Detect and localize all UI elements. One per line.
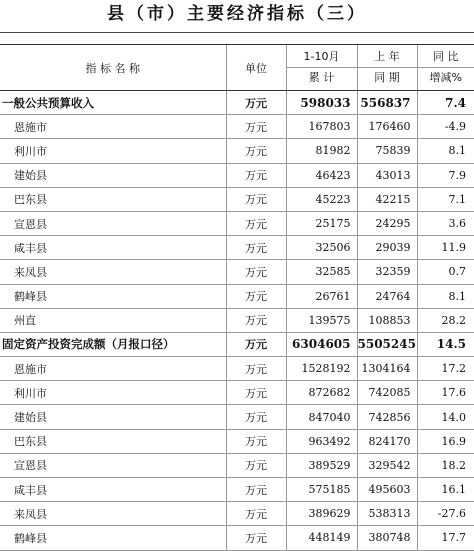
table-total-row — [0, 332, 474, 356]
row-unit-cell: 万元 — [226, 526, 286, 550]
page-title: 县（市）主要经济指标（三） — [0, 2, 474, 28]
row-previous-value: 380748 — [357, 526, 417, 550]
row-name-cell: 恩施市 — [0, 115, 226, 139]
row-yoy-percent: 17.6 — [417, 381, 474, 405]
table-row — [0, 381, 474, 405]
indicator-table — [0, 44, 474, 551]
row-previous-value: 556837 — [357, 91, 417, 115]
row-unit-cell: 万元 — [226, 139, 286, 163]
row-current-value: 1528192 — [286, 357, 357, 381]
row-previous-value: 75839 — [357, 139, 417, 163]
row-unit-cell: 万元 — [226, 284, 286, 308]
row-unit-cell: 万元 — [226, 236, 286, 260]
row-unit-cell: 万元 — [226, 502, 286, 526]
header-prev-top: 上 年 — [358, 47, 417, 68]
row-previous-value: 24295 — [357, 211, 417, 235]
row-previous-value: 29039 — [357, 236, 417, 260]
row-unit-cell: 万元 — [226, 187, 286, 211]
row-yoy-percent: -27.6 — [417, 502, 474, 526]
row-previous-value: 32359 — [357, 260, 417, 284]
row-yoy-percent: 16.1 — [417, 478, 474, 502]
header-previous-year — [357, 45, 417, 91]
row-previous-value: 43013 — [357, 163, 417, 187]
header-unit: 单位 — [226, 45, 286, 91]
row-yoy-percent: 3.6 — [417, 211, 474, 235]
row-name-cell: 州直 — [0, 308, 226, 332]
row-yoy-percent: 8.1 — [417, 139, 474, 163]
row-current-value: 448149 — [286, 526, 357, 550]
row-previous-value: 42215 — [357, 187, 417, 211]
row-previous-value: 1304164 — [357, 357, 417, 381]
table-row — [0, 502, 474, 526]
table-row — [0, 478, 474, 502]
row-yoy-percent: 11.9 — [417, 236, 474, 260]
row-current-value: 32585 — [286, 260, 357, 284]
table-row — [0, 284, 474, 308]
row-name-cell: 来凤县 — [0, 260, 226, 284]
row-current-value: 32506 — [286, 236, 357, 260]
row-yoy-percent: 17.7 — [417, 526, 474, 550]
row-previous-value: 824170 — [357, 429, 417, 453]
row-name-cell: 利川市 — [0, 381, 226, 405]
row-name-cell: 宣恩县 — [0, 453, 226, 477]
table-row — [0, 115, 474, 139]
row-yoy-percent: 7.9 — [417, 163, 474, 187]
row-yoy-percent: 8.1 — [417, 284, 474, 308]
row-name-cell: 建始县 — [0, 405, 226, 429]
header-prev-bottom: 同 期 — [358, 68, 417, 88]
row-yoy-percent: 7.1 — [417, 187, 474, 211]
row-name-cell: 来凤县 — [0, 502, 226, 526]
table-row — [0, 453, 474, 477]
table-row — [0, 139, 474, 163]
table-row — [0, 429, 474, 453]
row-previous-value: 176460 — [357, 115, 417, 139]
row-current-value: 6304605 — [286, 332, 357, 356]
row-current-value: 167803 — [286, 115, 357, 139]
table-row — [0, 163, 474, 187]
row-current-value: 389529 — [286, 453, 357, 477]
header-yoy-bottom: 增减% — [418, 68, 474, 88]
row-current-value: 45223 — [286, 187, 357, 211]
table-row — [0, 526, 474, 550]
row-unit-cell: 万元 — [226, 357, 286, 381]
row-name-cell: 鹤峰县 — [0, 526, 226, 550]
row-unit-cell: 万元 — [226, 429, 286, 453]
row-unit-cell: 万元 — [226, 405, 286, 429]
row-unit-cell: 万元 — [226, 453, 286, 477]
row-previous-value: 108853 — [357, 308, 417, 332]
row-yoy-percent: 14.0 — [417, 405, 474, 429]
row-current-value: 26761 — [286, 284, 357, 308]
row-name-cell: 利川市 — [0, 139, 226, 163]
row-current-value: 963492 — [286, 429, 357, 453]
title-divider — [0, 32, 474, 33]
row-previous-value: 538313 — [357, 502, 417, 526]
row-name-cell: 一般公共预算收入 — [0, 91, 226, 115]
row-yoy-percent: 17.2 — [417, 357, 474, 381]
header-current-bottom: 累 计 — [287, 68, 357, 88]
table-row — [0, 187, 474, 211]
row-unit-cell: 万元 — [226, 260, 286, 284]
row-current-value: 25175 — [286, 211, 357, 235]
table-total-row — [0, 91, 474, 115]
row-current-value: 46423 — [286, 163, 357, 187]
row-unit-cell: 万元 — [226, 211, 286, 235]
row-previous-value: 5505245 — [357, 332, 417, 356]
row-name-cell: 巴东县 — [0, 187, 226, 211]
row-current-value: 575185 — [286, 478, 357, 502]
row-current-value: 81982 — [286, 139, 357, 163]
row-current-value: 872682 — [286, 381, 357, 405]
row-yoy-percent: 0.7 — [417, 260, 474, 284]
table-row — [0, 405, 474, 429]
row-unit-cell: 万元 — [226, 308, 286, 332]
row-yoy-percent: 7.4 — [417, 91, 474, 115]
table-header-row — [0, 45, 474, 91]
row-yoy-percent: 28.2 — [417, 308, 474, 332]
row-unit-cell: 万元 — [226, 478, 286, 502]
row-unit-cell: 万元 — [226, 163, 286, 187]
row-previous-value: 495603 — [357, 478, 417, 502]
row-unit-cell: 万元 — [226, 332, 286, 356]
row-previous-value: 329542 — [357, 453, 417, 477]
row-current-value: 598033 — [286, 91, 357, 115]
row-name-cell: 巴东县 — [0, 429, 226, 453]
row-name-cell: 恩施市 — [0, 357, 226, 381]
row-unit-cell: 万元 — [226, 115, 286, 139]
row-yoy-percent: -4.9 — [417, 115, 474, 139]
row-yoy-percent: 16.9 — [417, 429, 474, 453]
row-previous-value: 24764 — [357, 284, 417, 308]
row-current-value: 389629 — [286, 502, 357, 526]
row-unit-cell: 万元 — [226, 91, 286, 115]
table-row — [0, 236, 474, 260]
row-name-cell: 咸丰县 — [0, 236, 226, 260]
table-row — [0, 357, 474, 381]
table-row — [0, 260, 474, 284]
row-previous-value: 742085 — [357, 381, 417, 405]
header-indicator: 指 标 名 称 — [0, 45, 226, 91]
row-name-cell: 固定资产投资完成额（月报口径） — [0, 332, 226, 356]
row-name-cell: 咸丰县 — [0, 478, 226, 502]
row-yoy-percent: 18.2 — [417, 453, 474, 477]
header-current-period — [286, 45, 357, 91]
row-yoy-percent: 14.5 — [417, 332, 474, 356]
table-row — [0, 211, 474, 235]
row-previous-value: 742856 — [357, 405, 417, 429]
header-current-top: 1-10月 — [287, 47, 357, 68]
row-name-cell: 建始县 — [0, 163, 226, 187]
header-yoy-top: 同 比 — [418, 47, 474, 68]
header-yoy — [417, 45, 474, 91]
row-current-value: 139575 — [286, 308, 357, 332]
table-row — [0, 308, 474, 332]
row-name-cell: 鹤峰县 — [0, 284, 226, 308]
row-current-value: 847040 — [286, 405, 357, 429]
row-unit-cell: 万元 — [226, 381, 286, 405]
row-name-cell: 宣恩县 — [0, 211, 226, 235]
